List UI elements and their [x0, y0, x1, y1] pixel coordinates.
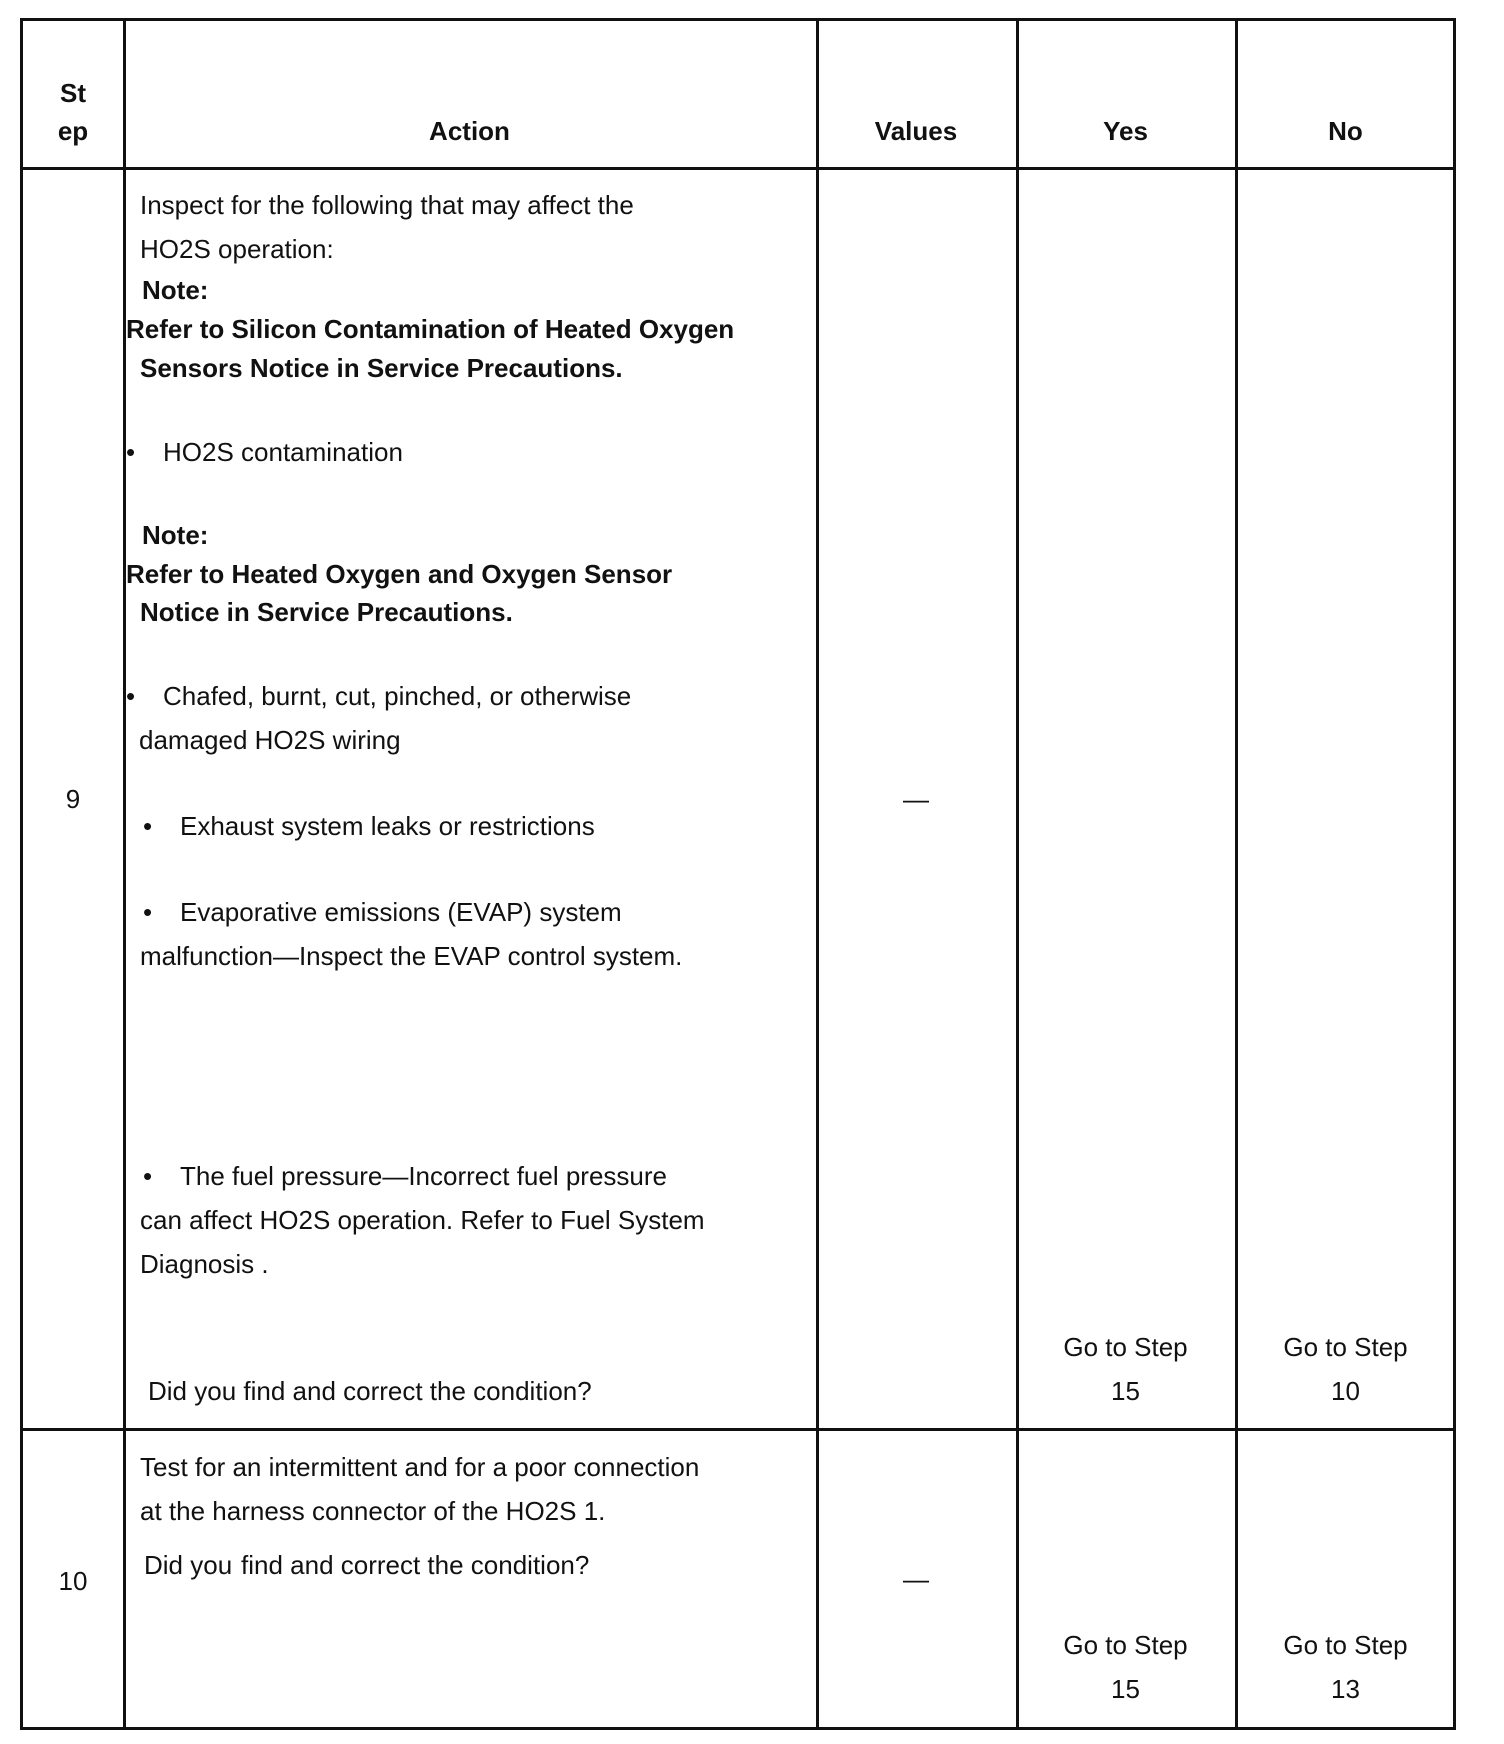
bullet: •	[126, 681, 136, 711]
no-cell-step: 13	[1331, 1674, 1360, 1704]
action-text: HO2S operation:	[140, 234, 334, 264]
action-text: at the harness connector of the HO2S 1.	[140, 1496, 606, 1526]
action-text: Test for an intermittent and for a poor connection	[140, 1452, 700, 1482]
column-divider	[123, 21, 126, 1727]
action-text: Diagnosis .	[140, 1249, 269, 1279]
action-text: Inspect for the following that may affect the	[140, 190, 634, 220]
action-text: Evaporative emissions (EVAP) system	[180, 897, 622, 927]
action-text: The fuel pressure—Incorrect fuel pressure	[180, 1161, 667, 1191]
question-text: Did you find and correct the condition?	[148, 1376, 592, 1406]
action-text: malfunction—Inspect the EVAP control system.	[140, 941, 683, 971]
header-values: Values	[874, 116, 958, 146]
row-divider	[23, 1428, 1453, 1431]
note-text: Refer to Silicon Contamination of Heated Oxygen	[126, 314, 735, 344]
note-label: Note:	[142, 275, 209, 305]
note-text: Notice in Service Precautions.	[140, 597, 513, 627]
note-label: Note:	[142, 520, 209, 550]
action-text: Chafed, burnt, cut, pinched, or otherwise	[163, 681, 632, 711]
step-number: 10	[58, 1566, 88, 1596]
header-action: Action	[429, 116, 510, 146]
yes-cell-label: Go to Step	[1063, 1630, 1188, 1660]
action-text: HO2S contamination	[163, 437, 403, 467]
values-cell: —	[903, 1564, 929, 1594]
column-divider	[1235, 21, 1238, 1727]
column-divider	[1016, 21, 1019, 1727]
header-step-line2: ep	[57, 116, 89, 146]
yes-cell-step: 15	[1111, 1376, 1140, 1406]
action-text: damaged HO2S wiring	[139, 725, 401, 755]
question-text: Did you	[144, 1550, 233, 1580]
action-text: Exhaust system leaks or restrictions	[180, 811, 595, 841]
action-text: can affect HO2S operation. Refer to Fuel System	[140, 1205, 705, 1235]
bullet: •	[143, 897, 153, 927]
question-text: find and correct the condition?	[241, 1550, 590, 1580]
step-number: 9	[65, 784, 81, 814]
no-cell-label: Go to Step	[1283, 1630, 1408, 1660]
yes-cell-step: 15	[1111, 1674, 1140, 1704]
bullet: •	[143, 811, 153, 841]
header-yes: Yes	[1103, 116, 1148, 146]
no-cell-step: 10	[1331, 1376, 1360, 1406]
header-step-line1: St	[60, 78, 86, 108]
column-divider	[816, 21, 819, 1727]
bullet: •	[143, 1161, 153, 1191]
no-cell-label: Go to Step	[1283, 1332, 1408, 1362]
bullet: •	[126, 437, 136, 467]
note-text: Sensors Notice in Service Precautions.	[140, 353, 623, 383]
header-no: No	[1328, 116, 1363, 146]
yes-cell-label: Go to Step	[1063, 1332, 1188, 1362]
values-cell: —	[903, 784, 929, 814]
header-divider	[23, 167, 1453, 170]
note-text: Refer to Heated Oxygen and Oxygen Sensor	[126, 559, 673, 589]
